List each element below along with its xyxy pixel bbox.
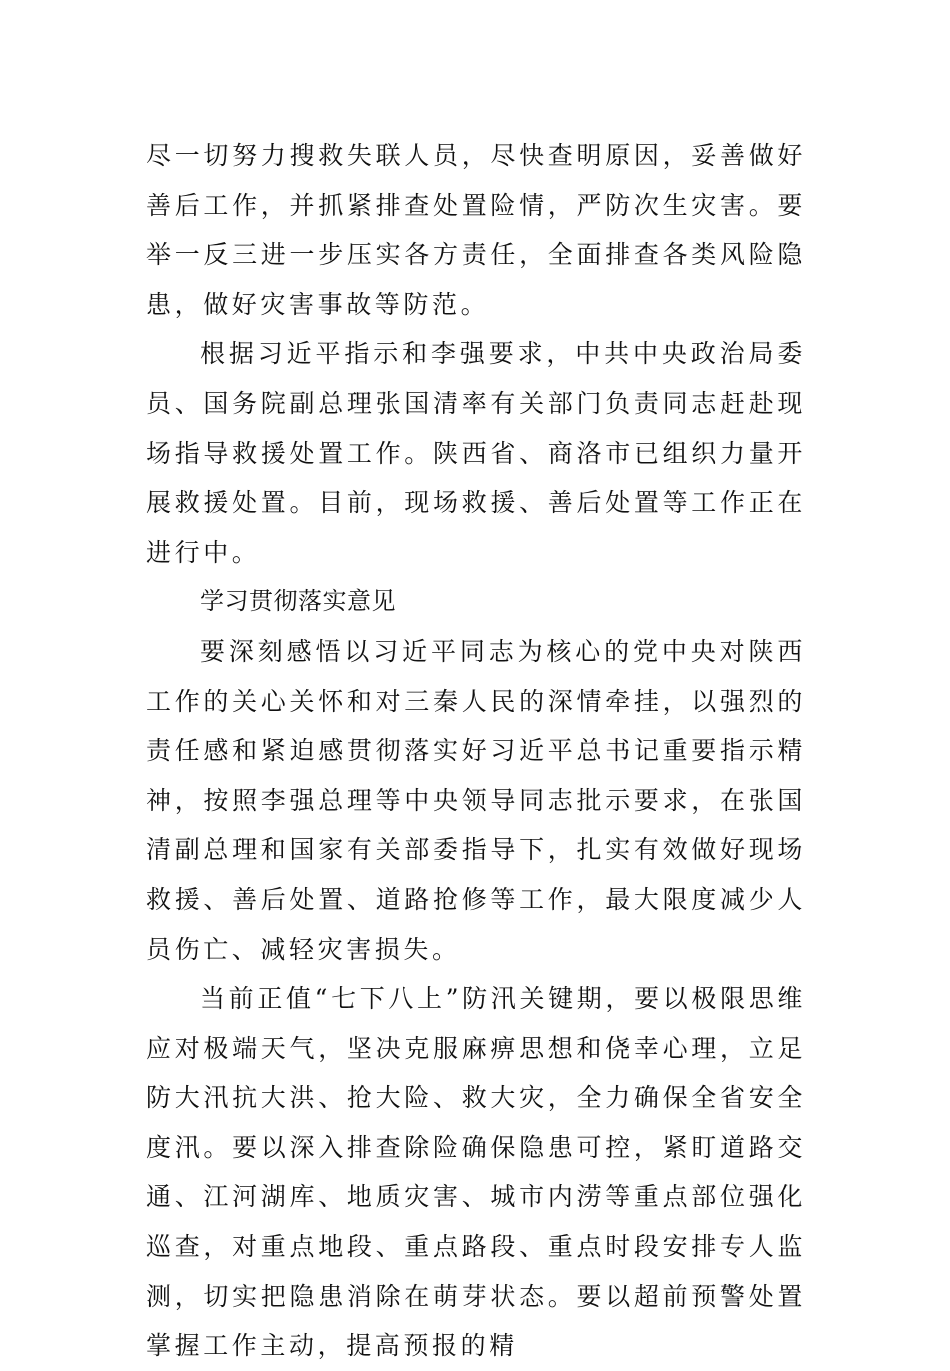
paragraph-continuation: 尽一切努力搜救失联人员，尽快查明原因，妥善做好善后工作，并抓紧排查处置险情，严防次生灾害。要举一反三进一步压实各方责任，全面排查各类风险隐患，做好灾害事故等防范。 — [146, 141, 806, 319]
paragraph-flood-prevention: 当前正值“七下八上”防汛关键期，要以极限思维应对极端天气，坚决克服麻痹思想和侥幸心理，立足防大汛抗大洪、抢大险、救大灾，全力确保全省安全度汛。要以深入排查除险确保隐患可控，紧盯道路交通、江河湖库、地质灾害、城市内涝等重点部位强化巡查，对重点地段、重点路段、重点时段安排专人监测，切实把隐患消除在萌芽状态。要以超前预警处置掌握工作主动，提高预报的精 — [146, 984, 806, 1361]
section-heading: 学习贯彻落实意见 — [200, 587, 396, 616]
paragraph-rescue-deployment: 根据习近平指示和李强要求，中共中央政治局委员、国务院副总理张国清率有关部门负责同志赶赴现场指导救援处置工作。陕西省、商洛市已组织力量开展救援处置。目前，现场救援、善后处置等工作正在进行中。 — [146, 339, 806, 567]
document-body — [146, 131, 806, 1371]
paragraph-implementation: 要深刻感悟以习近平同志为核心的党中央对陕西工作的关心关怀和对三秦人民的深情牵挂，以强烈的责任感和紧迫感贯彻落实好习近平总书记重要指示精神，按照李强总理等中央领导同志批示要求，在张国清副总理和国家有关部委指导下，扎实有效做好现场救援、善后处置、道路抢修等工作，最大限度减少人员伤亡、减轻灾害损失。 — [146, 636, 806, 964]
